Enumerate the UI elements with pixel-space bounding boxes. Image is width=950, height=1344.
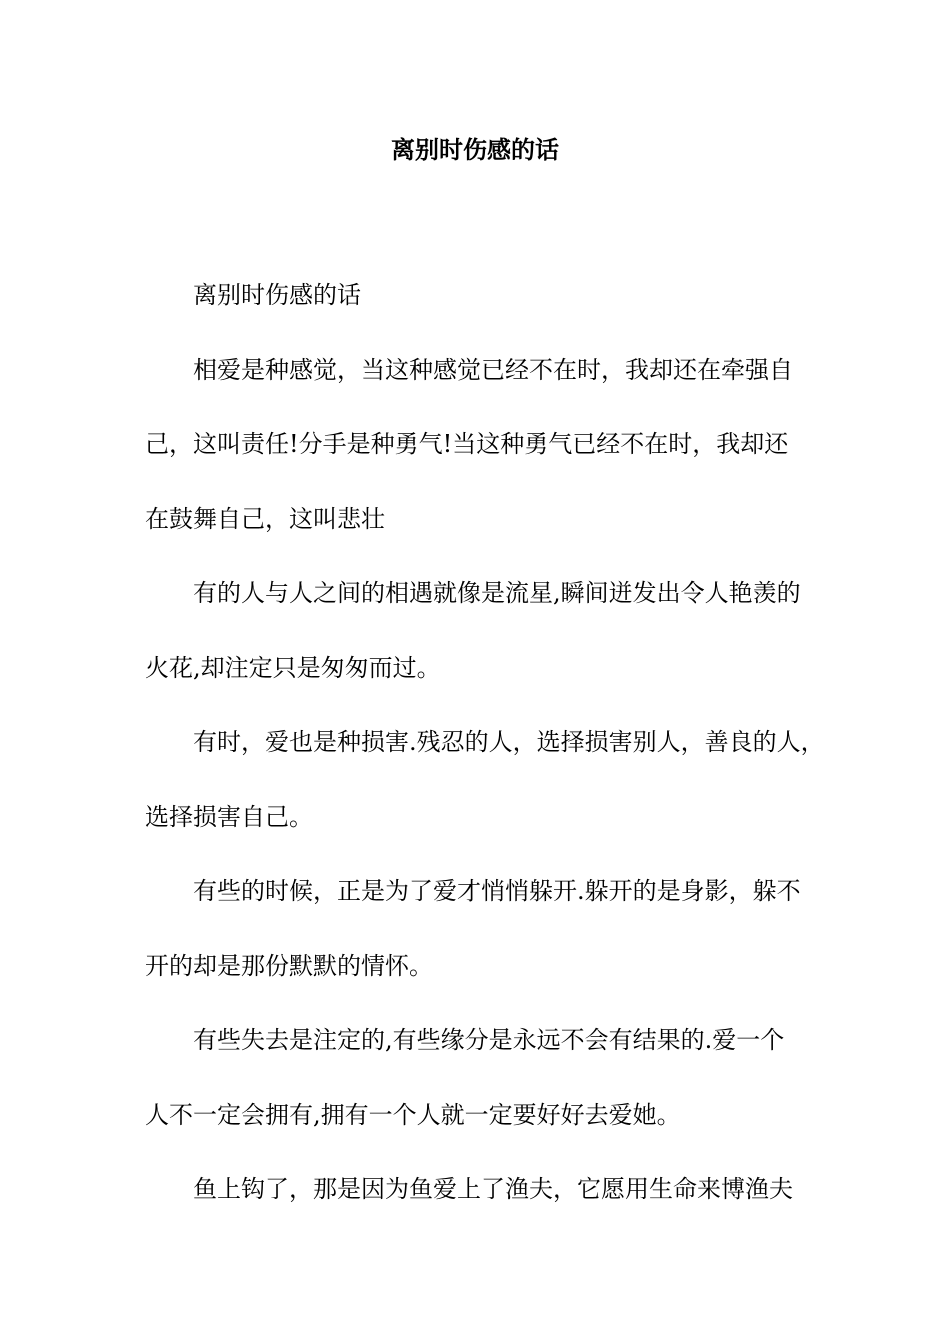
paragraph-harm: [145, 705, 825, 854]
paragraph-hide: [145, 854, 810, 1003]
document-body: [145, 258, 825, 1227]
paragraph-line: 离别时伤感的话: [193, 281, 361, 309]
paragraph-love-feeling: [145, 333, 810, 557]
paragraph-line: 选择损害自己。: [145, 802, 313, 831]
paragraph-meteor: [145, 556, 810, 705]
paragraph-line: 人不一定会拥有,拥有一个人就一定要好好去爱她。: [145, 1100, 681, 1129]
paragraph-line: 有些失去是注定的,有些缘分是永远不会有结果的.爱一个: [193, 1026, 785, 1054]
paragraph-line: 有些的时候，正是为了爱才悄悄躲开.躲开的是身影，躲不: [193, 877, 801, 905]
paragraph-line: 鱼上钩了，那是因为鱼爱上了渔夫，它愿用生命来博渔夫: [193, 1175, 793, 1203]
paragraph-line: 有的人与人之间的相遇就像是流星,瞬间迸发出令人艳羡的: [193, 579, 801, 607]
paragraph-line: 火花,却注定只是匆匆而过。: [145, 653, 441, 682]
paragraph-line: 己，这叫责任!分手是种勇气!当这种勇气已经不在时，我却还: [145, 430, 789, 458]
paragraph-line: 在鼓舞自己，这叫悲壮: [145, 504, 385, 533]
paragraph-line: 相爱是种感觉，当这种感觉已经不在时，我却还在牵强自: [193, 355, 793, 384]
paragraph-line: 有时，爱也是种损害.残忍的人，选择损害别人，善良的人，: [193, 728, 825, 756]
paragraph-subtitle: [145, 258, 810, 333]
paragraph-line: 开的却是那份默默的情怀。: [145, 951, 433, 980]
paragraph-fate: [145, 1003, 810, 1152]
document-title: 离别时伤感的话: [391, 135, 559, 164]
paragraph-fish: [145, 1152, 810, 1227]
